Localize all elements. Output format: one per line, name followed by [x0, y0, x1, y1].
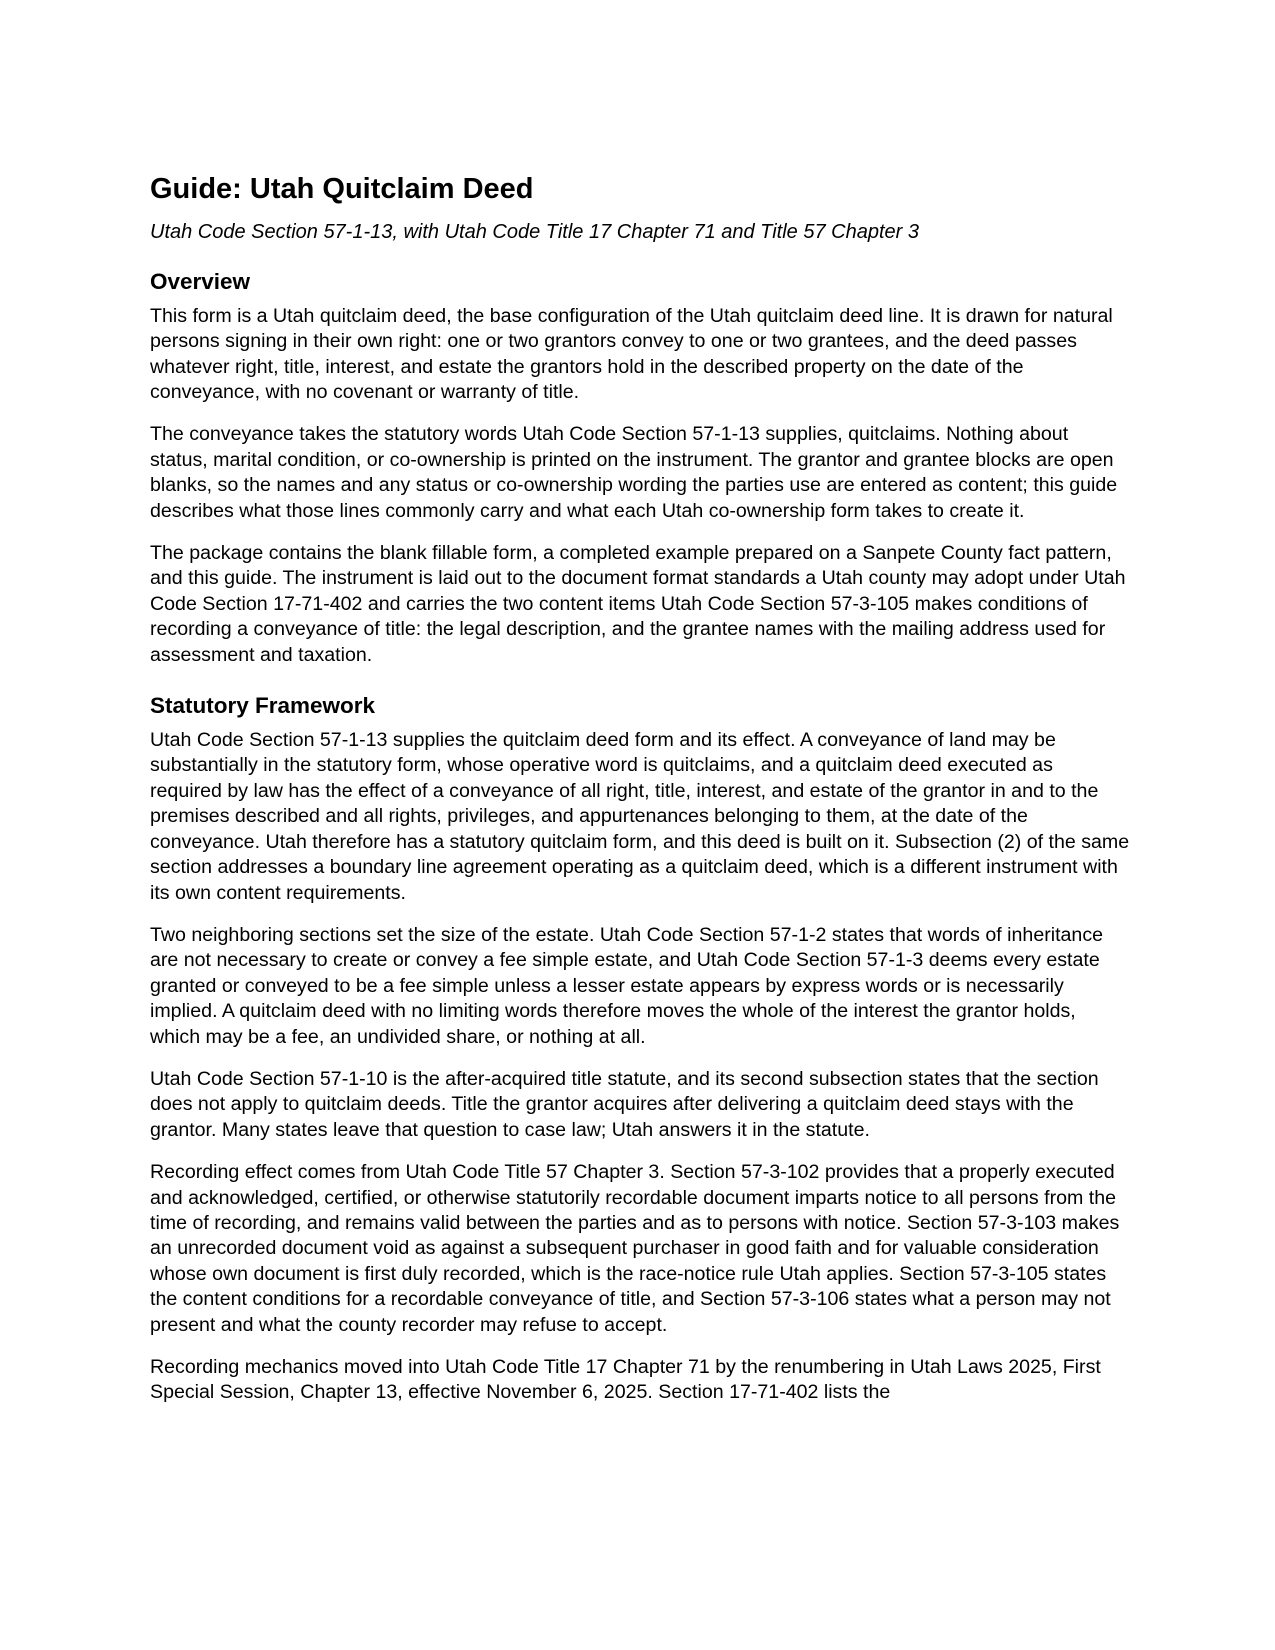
document-page: [150, 172, 1130, 1406]
paragraph: Recording mechanics moved into Utah Code Title 17 Chapter 71 by the renumbering in Utah Laws 2025, First Special Session, Chapter 13, effective November 6, 2025. Section 17-71-402 lists the: [150, 1356, 1101, 1404]
paragraph: Utah Code Section 57-1-10 is the after-acquired title statute, and its second subsection states that the section does not apply to quitclaim deeds. Title the grantor acquires after delivering a quitclaim deed stays with the grantor. Many states leave that question to case law; Utah answers it in the statute.: [150, 1067, 1099, 1141]
paragraph: Recording effect comes from Utah Code Title 57 Chapter 3. Section 57-3-102 provides that a properly executed and acknowledged, certified, or otherwise statutorily recordable document imparts notice to all persons from the time of recording, and remains valid between the parties and as to persons with notice. Section 57-3-103 makes an unrecorded document void as against a subsequent purchaser in good faith and for valuable consideration whose own document is first duly recorded, which is the race-notice rule Utah applies. Section 57-3-105 states the content conditions for a recordable conveyance of title, and Section 57-3-106 states what a person may not present and what the county recorder may refuse to accept.: [150, 1161, 1120, 1336]
paragraph: The conveyance takes the statutory words Utah Code Section 57-1-13 supplies, quitclaims. Nothing about status, marital condition, or co-ownership is printed on the instrument. The grantor and grantee blocks are open blanks, so the names and any status or co-ownership wording the parties use are entered as content; this guide describes what those lines commonly carry and what each Utah co-ownership form takes to create it.: [150, 423, 1118, 522]
paragraph: This form is a Utah quitclaim deed, the base configuration of the Utah quitclaim deed line. It is drawn for natural persons signing in their own right: one or two grantors convey to one or two grantees, and the deed passes whatever right, title, interest, and estate the grantors hold in the described property on the date of the conveyance, with no covenant or warranty of title.: [150, 304, 1113, 404]
paragraph: The package contains the blank fillable form, a completed example prepared on a Sanpete County fact pattern, and this guide. The instrument is laid out to the document format standards a Utah county may adopt under Utah Code Section 17-71-402 and carries the two content items Utah Code Section 57-3-105 makes conditions of recording a conveyance of title: the legal description, and the grantee names with the mailing address used for assessment and taxation.: [150, 542, 1126, 666]
paragraph: Two neighboring sections set the size of the estate. Utah Code Section 57-1-2 states that words of inheritance are not necessary to create or convey a fee simple estate, and Utah Code Section 57-1-3 deems every estate granted or conveyed to be a fee simple unless a lesser estate appears by express words or is necessarily implied. A quitclaim deed with no limiting words therefore moves the whole of the interest the grantor holds, which may be a fee, an undivided share, or nothing at all.: [150, 923, 1104, 1048]
section-heading-statutory-framework: Statutory Framework: [150, 693, 376, 719]
document-subtitle: Utah Code Section 57-1-13, with Utah Code Title 17 Chapter 71 and Title 57 Chapter 3: [150, 220, 919, 243]
document-title: Guide: Utah Quitclaim Deed: [150, 173, 534, 205]
section-heading-overview: Overview: [150, 268, 251, 294]
paragraph: Utah Code Section 57-1-13 supplies the quitclaim deed form and its effect. A conveyance of land may be substantially in the statutory form, whose operative word is quitclaims, and a quitclaim deed executed as required by law has the effect of a conveyance of all right, title, interest, and estate of the grantor in and to the premises described and all rights, privileges, and appurtenances belonging to them, at the date of the conveyance. Utah therefore has a statutory quitclaim form, and this deed is built on it. Subsection (2) of the same section addresses a boundary line agreement operating as a quitclaim deed, which is a different instrument with its own content requirements.: [150, 729, 1130, 904]
